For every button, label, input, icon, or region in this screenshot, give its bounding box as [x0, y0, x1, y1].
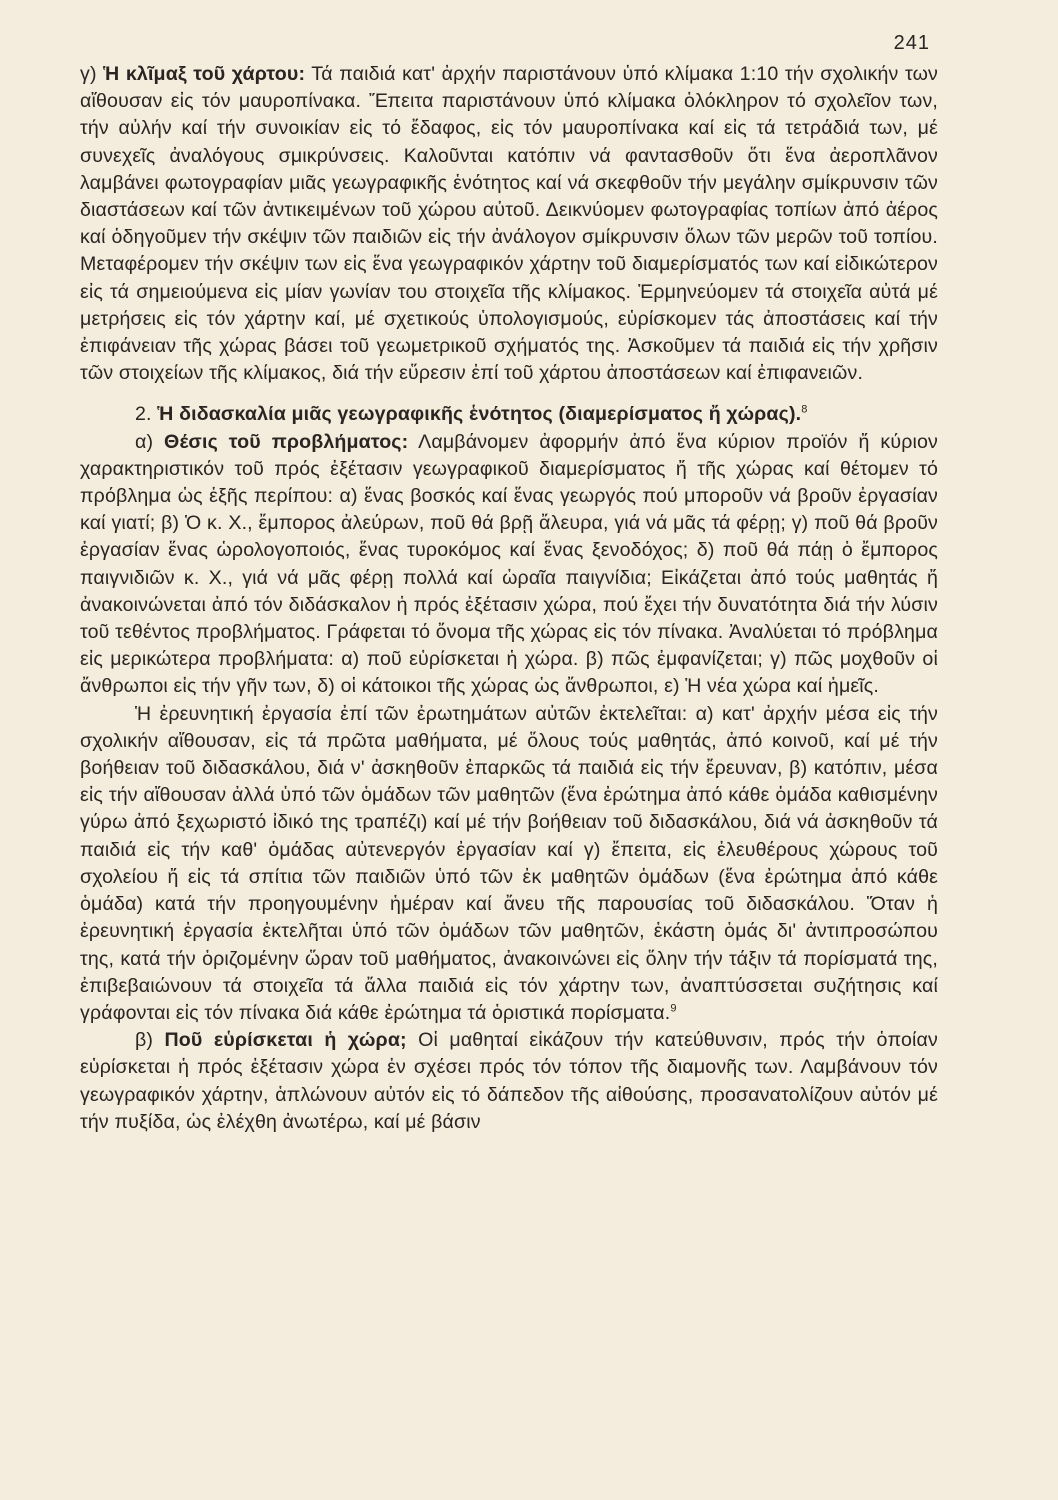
paragraph-location — [80, 1027, 938, 1136]
page-number: 241 — [893, 32, 930, 54]
section-number: 2. — [135, 403, 152, 426]
paragraph-scale — [80, 61, 938, 387]
footnote-marker: 9 — [670, 1002, 677, 1015]
paragraph-heading: Ἡ κλῖμαξ τοῦ χάρτου: — [103, 63, 306, 85]
paragraph-heading: Ποῦ εὑρίσκεται ἡ χώρα; — [164, 1029, 407, 1052]
section-title: Ἡ διδασκαλία μιᾶς γεωγραφικῆς ἑνότητος (διαμερίσματος ἤ χώρας). — [157, 403, 802, 426]
paragraph-heading: Θέσις τοῦ προβλήματος: — [164, 430, 409, 453]
paragraph-label: β) — [135, 1029, 154, 1052]
paragraph-label: α) — [135, 430, 154, 453]
section-heading — [80, 401, 938, 428]
paragraph-text: Τά παιδιά κατ' ἀρχήν παριστάνουν ὑπό κλίμακα 1:10 τήν σχολικήν των αἴθουσαν εἰς τόν μαυροπίνακα. Ἔπειτα παριστάνουν ὑπό κλίμακα ὁλόκληρον τό σχολεῖον των, τήν αὐλήν καί τήν συνοικίαν εἰς τό ἔδαφος, εἰς τόν μαυροπίνακα καί εἰς τά τετράδιά των, μέ συνεχεῖς ἀναλόγους σμικρύνσεις. Καλοῦνται κατόπιν νά φαντασθοῦν ὅτι ἕνα ἀεροπλᾶνον λαμβάνει φωτογραφίαν μιᾶς γεωγραφικῆς ἑνότητος καί νά σκεφθοῦν τήν μεγάλην σμίκρυνσιν τῶν διαστάσεων καί τῶν ἀντικειμένων τοῦ χώρου αὐτοῦ. Δεικνύομεν φωτογραφίας τοπίων ἀπό ἀέρος καί ὁδηγοῦμεν τήν σκέψιν τῶν παιδιῶν εἰς τήν ἀνάλογον σμίκρυνσιν ὅλων τῶν μερῶν τοῦ τοπίου. Μεταφέρομεν τήν σκέψιν των εἰς ἕνα γεωγραφικόν χάρτην τοῦ διαμερίσματός των καί εἰδικώτερον εἰς τά σημειούμενα εἰς μίαν γωνίαν του στοιχεῖα τῆς κλίμακος. Ἑρμηνεύομεν τά στοιχεῖα αὐτά μέ μετρήσεις εἰς τόν χάρτην καί, μέ σχετικούς ὑπολογισμούς, εὑρίσκομεν τάς ἀποστάσεις καί τήν ἐπιφάνειαν τῆς χώρας βάσει τοῦ γεωμετρικοῦ σχήματός της. Ἀσκοῦμεν τά παιδιά εἰς τήν χρῆσιν τῶν στοιχείων τῆς κλίμακος, διά τήν εὕρεσιν ἐπί τοῦ χάρτου ἀποστάσεων καί ἐπιφανειῶν. — [80, 63, 938, 385]
footnote-marker: 8 — [801, 403, 808, 416]
paragraph-text: Ἡ ἐρευνητική ἐργασία ἐπί τῶν ἐρωτημάτων αὐτῶν ἐκτελεῖται: α) κατ' ἀρχήν μέσα εἰς τήν σχολικήν αἴθουσαν, εἰς τά πρῶτα μαθήματα, μέ ὅλους τούς μαθητάς, ἀπό κοινοῦ, καί μέ τήν βοήθειαν τοῦ διδασκάλου, διά ν' ἀσκηθοῦν ἐπαρκῶς τά παιδιά εἰς τήν ἔρευναν, β) κατόπιν, μέσα εἰς τήν αἴθουσαν ἀλλά ὑπό τῶν ὁμάδων τῶν μαθητῶν (ἕνα ἐρώτημα ἀπό κάθε ὁμάδα καθισμένην γύρω ἀπό ξεχωριστό ἰδικό της τραπέζι) καί μέ τήν βοήθειαν τοῦ διδασκάλου, διά νά ἀσκηθοῦν τά παιδιά εἰς τήν καθ' ὁμάδας αὐτενεργόν ἐργασίαν καί γ) ἔπειτα, εἰς ἐλευθέρους χώρους τοῦ σχολείου ἤ εἰς τά σπίτια τῶν παιδιῶν ὑπό τῶν ἐκ μαθητῶν ὁμάδων (ἕνα ἐρώτημα ἀπό κάθε ὁμάδα) κατά τήν προηγουμένην ἡμέραν καί ἄνευ τῆς παρουσίας τοῦ διδασκάλου. Ὅταν ἡ ἐρευνητική ἐργασία ἐκτελῆται ὑπό τῶν ὁμάδων τῶν μαθητῶν, ἑκάστη ὁμάς δι' ἀντιπροσώπου της, κατά τήν ὁριζομένην ὥραν τοῦ μαθήματος, ἀνακοινώνει εἰς ὅλην τήν τάξιν τά πορίσματά της, ἐπιβεβαιώνουν τά στοιχεῖα τά ἄλλα παιδιά εἰς τόν χάρτην των, ἀναπτύσσεται συζήτησις καί γράφονται εἰς τόν πίνακα διά κάθε ἐρώτημα τά ὁριστικά πορίσματα. — [80, 702, 938, 1024]
paragraph-text: Λαμβάνομεν ἀφορμήν ἀπό ἕνα κύριον προϊόν ἤ κύριον χαρακτηριστικόν τοῦ πρός ἐξέτασιν γεωγραφικοῦ διαμερίσματος ἤ τῆς χώρας καί θέτομεν τό πρόβλημα ὡς ἑξῆς περίπου: α) ἕνας βοσκός καί ἕνας γεωργός πού μποροῦν νά βροῦν ἐργασίαν καί γιατί; β) Ὁ κ. Χ., ἔμπορος ἀλεύρων, ποῦ θά βρῇ ἄλευρα, γιά νά μᾶς τά φέρῃ; γ) ποῦ θά βροῦν ἐργασίαν ἕνας ὡρολογοποιός, ἕνας τυροκόμος καί ἕνας ξενοδόχος; δ) ποῦ θά πάῃ ὁ ἔμπορος παιγνιδιῶν κ. Χ., γιά νά μᾶς φέρῃ πολλά καί ὡραῖα παιγνίδια; Εἰκάζεται ἀπό τούς μαθητάς ἤ ἀνακοινώνεται ἀπό τόν διδάσκαλον ἡ πρός ἐξέτασιν χώρα, πού ἔχει τήν δυνατότητα διά τήν λύσιν τοῦ τεθέντος προβλήματος. Γράφεται τό ὄνομα τῆς χώρας εἰς τόν πίνακα. Ἀναλύεται τό πρόβλημα εἰς μερικώτερα προβλήματα: α) ποῦ εὑρίσκεται ἡ χώρα. β) πῶς ἐμφανίζεται; γ) πῶς μοχθοῦν οἱ ἄνθρωποι εἰς τήν γῆν των, δ) οἱ κάτοικοι τῆς χώρας ὡς ἄνθρωποι, ε) Ἡ νέα χώρα καί ἡμεῖς. — [80, 430, 938, 698]
paragraph-label: γ) — [80, 63, 97, 85]
paragraph-problem — [80, 429, 938, 701]
paragraph-text: Οἱ μαθηταί εἰκάζουν τήν κατεύθυνσιν, πρός τήν ὁποίαν εὑρίσκεται ἡ πρός ἐξέτασιν χώρα ἐν σχέσει πρός τόν τόπον τῆς διαμονῆς των. Λαμβάνουν τόν γεωγραφικόν χάρτην, ἁπλώνουν αὐτόν εἰς τό δάπεδον τῆς αἰθούσης, προσανατολίζουν αὐτόν μέ τήν πυξίδα, ὡς ἐλέχθη ἀνωτέρω, καί μέ βάσιν — [80, 1029, 938, 1133]
paragraph-research — [80, 701, 938, 1027]
